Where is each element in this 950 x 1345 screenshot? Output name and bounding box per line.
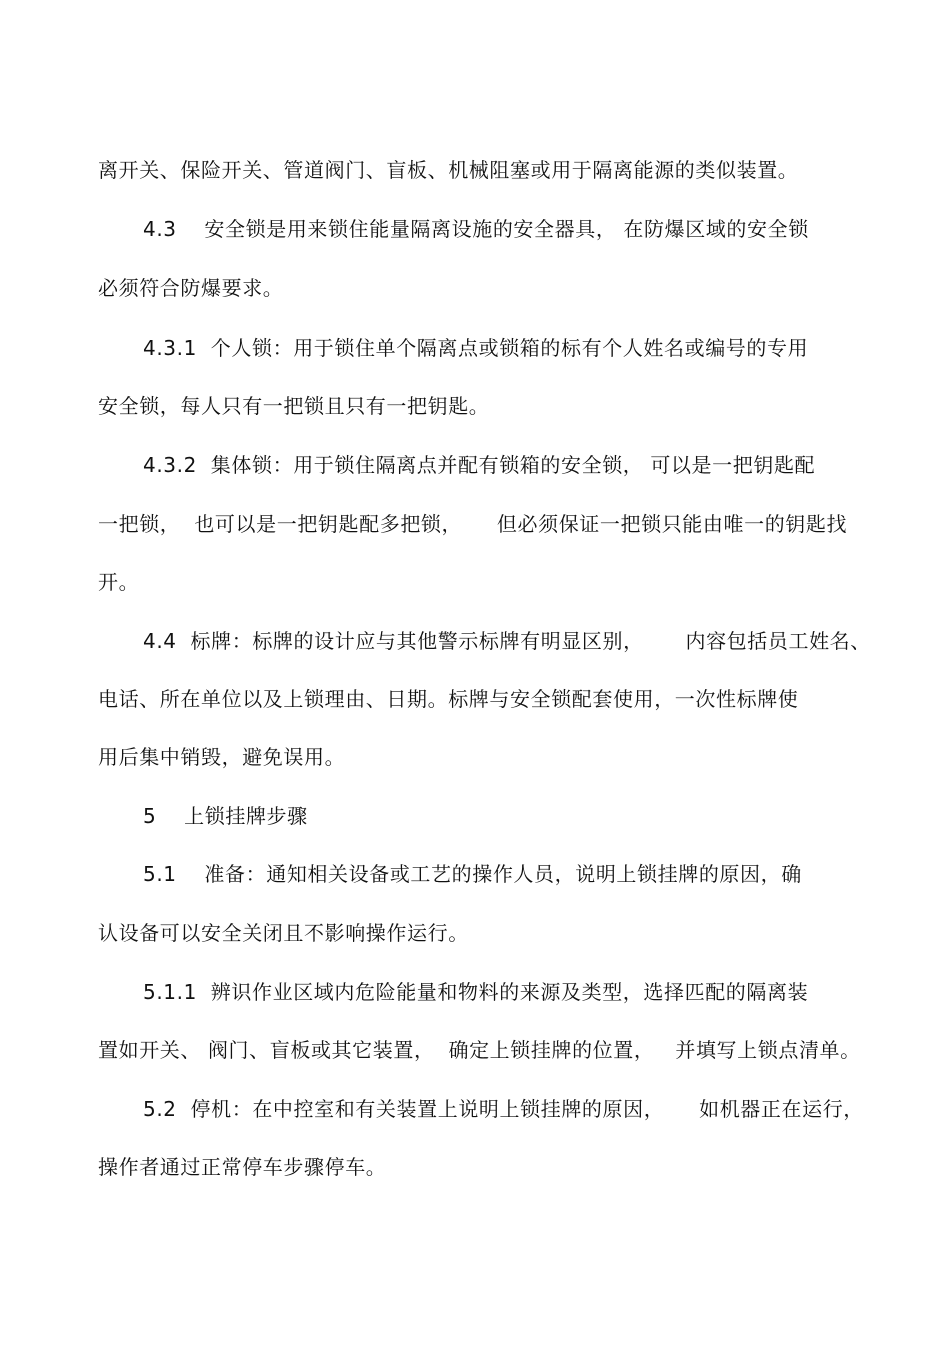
text-line: 5.1.1 辨识作业区域内危险能量和物料的来源及类型，选择匹配的隔离装 bbox=[143, 980, 809, 1004]
text-line: 安全锁，每人只有一把锁且只有一把钥匙。 bbox=[98, 394, 490, 418]
text-line: 4.3.2 集体锁：用于锁住隔离点并配有锁箱的安全锁， 可以是一把钥匙配 bbox=[143, 453, 816, 477]
text-line: 电话、所在单位以及上锁理由、日期。标牌与安全锁配套使用，一次性标牌使 bbox=[98, 687, 799, 711]
text-line: 认设备可以安全关闭且不影响操作运行。 bbox=[98, 921, 469, 945]
text-line: 4.4 标牌：标牌的设计应与其他警示标牌有明显区别， 内容包括员工姓名、 bbox=[143, 629, 871, 653]
text-line: 用后集中销毁，避免误用。 bbox=[98, 745, 346, 769]
text-line: 4.3 安全锁是用来锁住能量隔离设施的安全器具， 在防爆区域的安全锁 bbox=[143, 217, 809, 241]
text-line: 置如开关、 阀门、盲板或其它装置， 确定上锁挂牌的位置， 并填写上锁点清单。 bbox=[98, 1038, 861, 1062]
text-line: 一把锁， 也可以是一把钥匙配多把锁， 但必须保证一把锁只能由唯一的钥匙找 bbox=[98, 512, 848, 536]
text-line: 5.2 停机：在中控室和有关装置上说明上锁挂牌的原因， 如机器正在运行， bbox=[143, 1097, 864, 1121]
text-line: 开。 bbox=[98, 570, 140, 594]
section-heading: 5 上锁挂牌步骤 bbox=[143, 804, 308, 828]
text-line: 离开关、保险开关、管道阀门、盲板、机械阻塞或用于隔离能源的类似装置。 bbox=[98, 158, 799, 182]
text-line: 4.3.1 个人锁：用于锁住单个隔离点或锁箱的标有个人姓名或编号的专用 bbox=[143, 336, 809, 360]
text-line: 5.1 准备：通知相关设备或工艺的操作人员，说明上锁挂牌的原因，确 bbox=[143, 862, 802, 886]
text-line: 操作者通过正常停车步骤停车。 bbox=[98, 1155, 387, 1179]
text-line: 必须符合防爆要求。 bbox=[98, 276, 284, 300]
